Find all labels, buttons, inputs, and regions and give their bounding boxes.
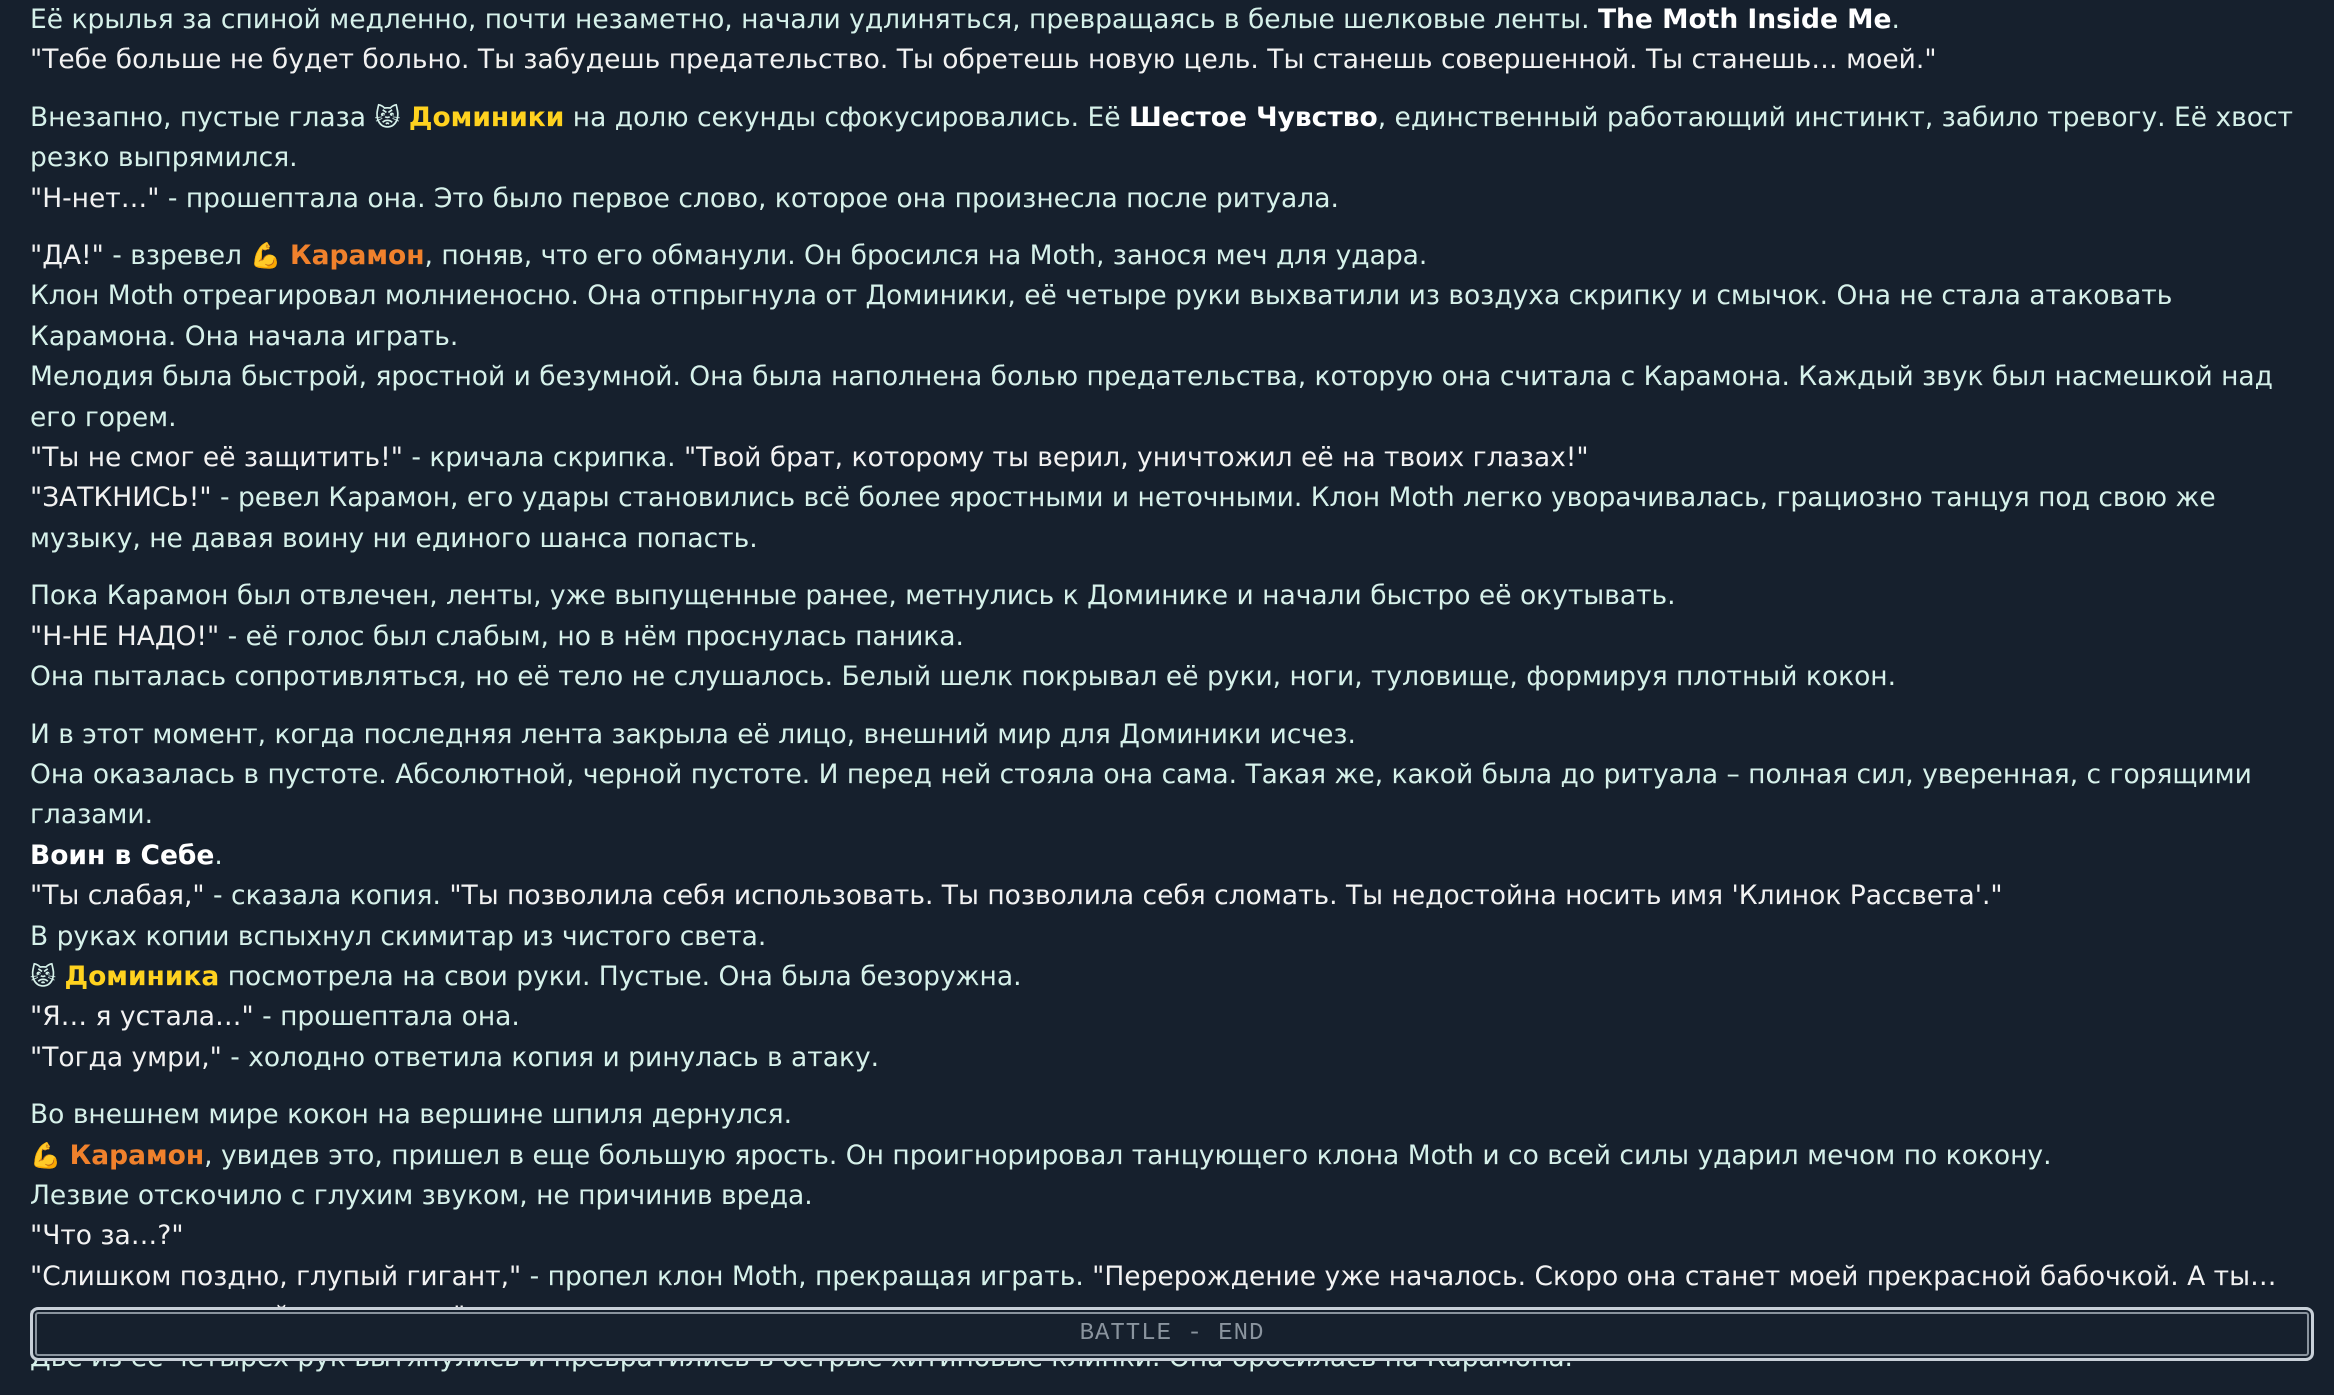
story-line [30,997,2320,1037]
narration-text: , единственный работающий инстинкт, забило тревогу. Её хвост резко выпрямился. [30,101,2293,174]
narration-text: . [1891,4,1900,35]
story-line [30,478,2320,559]
story-line [30,236,2320,276]
narration-text: - её голос был слабым, но в нём проснулась паника. [219,620,964,652]
story-line [30,1038,2320,1078]
dialogue-line: "Тебе больше не будет больно. Ты забудешь предательство. Ты обретешь новую цель. Ты станешь совершенной. Ты станешь… моей." [30,44,1937,76]
narration-text: - кричала скрипка. [402,442,684,474]
cat-face-icon: 😾 [30,961,57,991]
dialogue-quote: "ЗАТКНИСЬ!" [30,482,212,514]
story-line [30,957,2320,997]
story-paragraph-3 [30,236,2320,559]
character-name-karamon: Карамон [69,1139,205,1171]
narration-text: , увидев это, пришел в еще большую ярость. Он проигнорировал танцующего клона Moth и со всей силы ударил мечом по кокону. [204,1139,2052,1171]
dialogue-quote: "Н-нет…" [30,182,160,214]
story-line [30,179,2320,219]
story-line [30,0,2320,40]
story-line [30,617,2320,657]
story-line [30,1136,2320,1176]
narration-text: - сказала копия. [204,880,450,912]
dialogue-quote: "Слишком поздно, глупый гигант," [30,1260,522,1292]
story-line: Во внешнем мире кокон на вершине шпиля дернулся. [30,1099,792,1131]
story-line [30,98,2320,179]
story-paragraph-2 [30,98,2320,219]
bold-term: Воин в Себе [30,839,215,871]
narration-text: - взревел [103,240,251,272]
flexed-biceps-icon: 💪 [30,1140,62,1170]
bold-term: Шестое Чувство [1129,101,1378,133]
story-paragraph-4 [30,576,2320,697]
dialogue-quote: "Ты слабая," [30,880,205,912]
narration-text: на долю секунды сфокусировались. Её [564,101,1129,133]
narration-text: Её крылья за спиной медленно, почти незаметно, начали удлиняться, превращаясь в белые шелковые ленты. [30,4,1598,35]
dialogue-quote: "Твой брат, которому ты верил, уничтожил её на твоих глазах!" [683,442,1589,474]
battle-end-divider: BATTLE - END [30,1307,2314,1361]
character-name-dominika: Доминика [64,960,220,992]
story-line [30,836,2320,876]
narration-text: - прошептала она. Это было первое слово, которое она произнесла после ритуала. [159,182,1339,214]
story-line: Она оказалась в пустоте. Абсолютной, черной пустоте. И перед ней стояла она сама. Такая же, какой была до ритуала – полная сил, уверенная, с горящими глазами. [30,758,2252,831]
flexed-biceps-icon: 💪 [250,241,282,271]
story-line: Пока Карамон был отвлечен, ленты, уже выпущенные ранее, метнулись к Доминике и начали быстро её окутывать. [30,580,1676,612]
dialogue-quote: "ДА!" [30,240,104,272]
narration-text: - пропел клон Moth, прекращая играть. [521,1260,1093,1292]
story-line: Мелодия была быстрой, яростной и безумной. Она была наполнена болью предательства, которую она считала с Карамона. Каждый звук был насмешкой над его горем. [30,361,2273,433]
narration-text: посмотрела на свои руки. Пустые. Она была безоружна. [219,960,1022,992]
story-line: Клон Moth отреагировал молниеносно. Она отпрыгнула от Доминики, её четыре руки выхватили из воздуха скрипку и смычок. Она не стала атаковать Карамона. Она начала играть. [30,280,2173,352]
story-line [30,876,2320,916]
bold-term: The Moth Inside Me [1597,4,1892,35]
narration-text: Внезапно, пустые глаза [30,101,375,133]
dialogue-quote: "Перерождение уже началось. Скоро она станет моей прекрасной бабочкой. А ты… [1092,1260,2277,1292]
story-line [30,438,2320,478]
story-line: Она пыталась сопротивляться, но её тело не слушалось. Белый шелк покрывал её руки, ноги, туловище, формируя плотный кокон. [30,661,1897,693]
dialogue-quote: "Ты не смог её защитить!" [30,442,403,474]
cat-face-icon: 😾 [374,102,401,132]
story-log [30,0,2320,1378]
narration-text: - ревел Карамон, его удары становились всё более яростными и неточными. Клон Moth легко уворачивалась, грациозно танцуя под свою же музыку, не давая воину ни единого шанса попасть. [30,482,2216,554]
narration-text: - холодно ответила копия и ринулась в атаку. [221,1041,880,1073]
dialogue-quote: "Н-НЕ НАДО!" [30,620,220,652]
story-paragraph-5 [30,715,2320,1079]
narration-text: . [214,839,223,871]
story-paragraph-1 [30,0,2320,81]
narration-text: , поняв, что его обманули. Он бросился на Moth, занося меч для удара. [424,240,1428,272]
character-name-karamon: Карамон [289,240,425,272]
narration-text: - прошептала она. [253,1001,520,1033]
dialogue-quote: "Тогда умри," [30,1041,222,1073]
story-line: В руках копии вспыхнул скимитар из чистого света. [30,920,767,952]
dialogue-quote: "Ты позволила себя использовать. Ты позволила себя сломать. Ты недостойна носить имя 'Клинок Рассвета'." [449,880,2003,912]
dialogue-line: "Что за…?" [30,1220,184,1252]
character-name-dominika: Доминики [408,101,565,133]
story-line: И в этот момент, когда последняя лента закрыла её лицо, внешний мир для Доминики исчез. [30,718,1356,750]
story-line: Лезвие отскочило с глухим звуком, не причинив вреда. [30,1179,813,1211]
dialogue-quote: "Я… я устала…" [30,1001,254,1033]
